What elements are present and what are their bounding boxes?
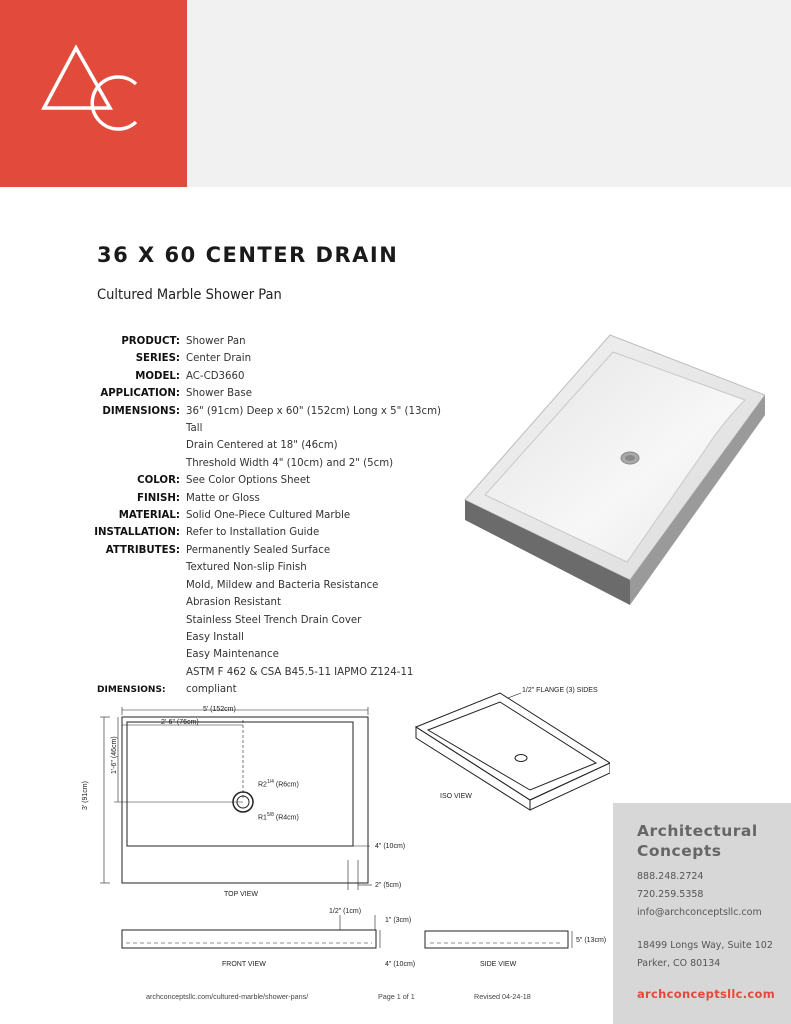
spec-value: ASTM F 462 & CSA B45.5-11 IAPMO Z124-11 compliant [186,666,414,696]
spec-value: See Color Options Sheet [186,475,311,487]
contact-panel [613,803,791,1024]
spec-row [90,472,450,489]
shower-pan-photo [455,330,765,610]
email-link[interactable]: info@archconceptsllc.com [637,907,762,918]
spec-list [90,333,450,699]
dim-1in-label: 1" (3cm) [385,917,412,924]
spec-value: Shower Base [186,388,252,400]
spec-value: Refer to Installation Guide [186,527,320,539]
page-subtitle: Cultured Marble Shower Pan [97,287,282,303]
spec-row [90,333,450,350]
dim-2in-label: 2" (5cm) [375,882,402,889]
top-view-drawing [100,707,372,890]
dim-4in-b-label: 4" (10cm) [385,961,416,968]
address-line-2: Parker, CO 80134 [637,958,721,969]
spec-row [90,368,450,385]
spec-value: Permanently Sealed Surface [186,544,331,556]
side-view-drawing [425,931,572,948]
phone-2[interactable]: 720.259.5358 [637,889,704,900]
company-name: Architectural Concepts [637,822,758,860]
spec-value: 36" (91cm) Deep x 60" (152cm) Long x 5" (13cm) Tall [186,405,441,435]
spec-row [90,507,450,524]
spec-value: Textured Non-slip Finish [186,562,307,574]
spec-values [186,542,450,699]
dim-4in-label: 4" (10cm) [375,843,406,850]
spec-value: Matte or Gloss [186,492,260,504]
dim-half-label: 1/2" (1cm) [329,908,362,915]
dim-5in-label: 5" (13cm) [576,937,607,944]
spec-label: SERIES: [135,353,180,365]
spec-value: Shower Pan [186,336,246,347]
technical-drawings [0,690,610,990]
spec-value: Easy Install [186,631,244,643]
spec-row [90,490,450,507]
spec-row [90,524,450,541]
spec-value: Easy Maintenance [186,649,279,661]
spec-label: ATTRIBUTES: [105,544,180,556]
spec-values [186,524,450,541]
spec-label: MATERIAL: [118,510,180,522]
spec-value: Stainless Steel Trench Drain Cover [186,614,362,626]
footer-page: Page 1 of 1 [378,992,415,1001]
spec-values [186,507,450,524]
spec-values [186,350,450,367]
spec-label: DIMENSIONS: [102,405,180,417]
spec-value: Drain Centered at 18" (46cm) [186,440,338,452]
spec-row [90,385,450,402]
dim-5ft-label: 5' (152cm) [203,706,236,713]
dim-3ft-label: 3' (91cm) [82,781,89,810]
ac-logo-icon [0,0,187,187]
spec-values [186,490,450,507]
spec-value: Threshold Width 4" (10cm) and 2" (5cm) [186,457,394,469]
spec-label: APPLICATION: [100,388,180,400]
footer-url[interactable]: archconceptsllc.com/cultured-marble/shower-pans/ [146,992,309,1001]
top-view-label: TOP VIEW [224,891,258,898]
spec-value: Solid One-Piece Cultured Marble [186,510,351,522]
dim-2-6-label: 2'-6" (76cm) [161,719,199,726]
flange-note-label: 1/2" FLANGE (3) SIDES [522,687,598,694]
spec-label: FINISH: [136,492,180,504]
iso-view-label: ISO VIEW [440,793,472,800]
spec-row [90,542,450,699]
spec-label: PRODUCT: [121,336,180,347]
front-view-drawing [122,915,380,948]
company-logo [0,0,187,187]
spec-value: Abrasion Resistant [186,597,281,609]
dim-r1-label: $R1^{5/8}$ (R4cm) [258,812,299,822]
spec-label: MODEL: [135,370,180,382]
spec-values [186,472,450,489]
dimensions-heading: DIMENSIONS: [97,685,166,695]
dim-1-6-label: 1'-6" (46cm) [111,736,118,774]
dim-r2-label: $R2^{1/4}$ (R6cm) [258,779,299,789]
footer-revised: Revised 04-24-18 [474,992,531,1001]
spec-values [186,368,450,385]
side-view-label: SIDE VIEW [480,961,517,968]
spec-values [186,385,450,402]
address-line-1: 18499 Longs Way, Suite 102 [637,940,773,951]
spec-value: AC-CD3660 [186,370,245,382]
page-title: 36 X 60 CENTER DRAIN [97,243,399,267]
spec-value: Center Drain [186,353,252,365]
spec-row [90,403,450,473]
spec-row [90,350,450,367]
spec-label: COLOR: [137,475,180,487]
front-view-label: FRONT VIEW [222,961,266,968]
spec-label: INSTALLATION: [94,527,180,539]
spec-values [186,403,450,473]
spec-value: Mold, Mildew and Bacteria Resistance [186,579,379,591]
spec-values [186,333,450,350]
phone-1[interactable]: 888.248.2724 [637,871,704,882]
website-link[interactable]: archconceptsllc.com [637,987,776,1001]
